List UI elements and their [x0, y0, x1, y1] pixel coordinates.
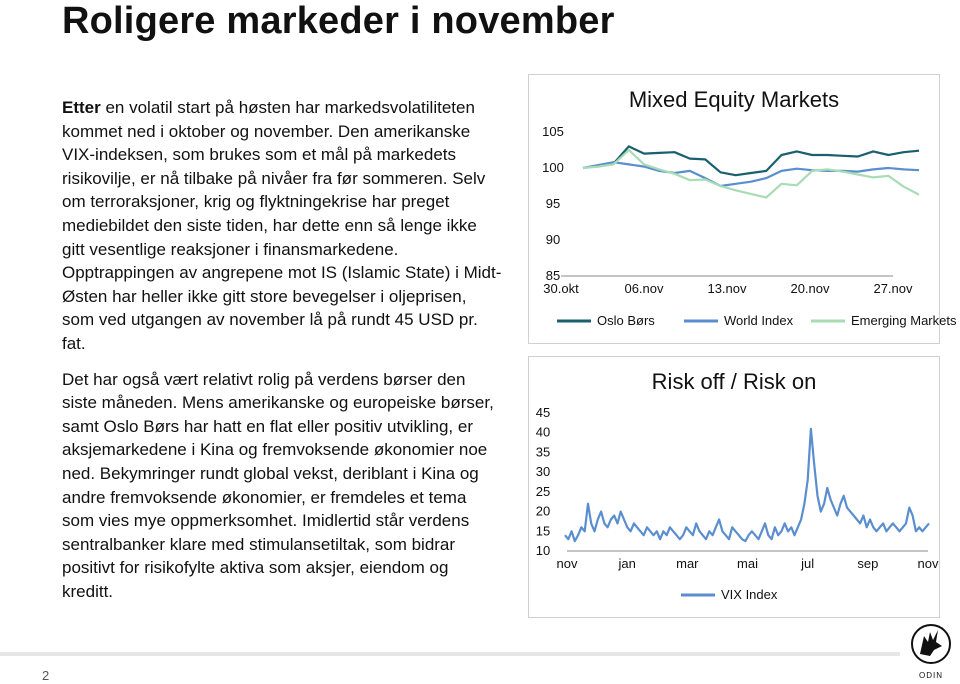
y-tick-label: 15 [535, 523, 551, 539]
x-tick-label: nov [917, 556, 939, 571]
y-tick-label: 105 [542, 124, 564, 139]
page-number: 2 [42, 668, 50, 683]
x-tick-label: mai [737, 556, 758, 571]
paragraph-2: Det har også vært relativt rolig på verdens børser den siste måneden. Mens amerikanske og europeiske børser, samt Oslo Børs har hatt en flat eller positiv utvikling, er aksjemarkedene i Kina og fremvoksende økonomier noe ned. Bekymringer rundt global vekst, deriblant i Kina og andre fremvoksende økonomier, er fremdeles et tema som vies mye oppmerksomhet. Imidlertid står verdens sentralbanker klare med stimulansetiltak, som bidrar positivt for risikofylte aktiva som aksjer, eiendom og kreditt. [62, 369, 494, 601]
paragraph-1-lead: Etter [62, 98, 101, 117]
y-tick-label: 45 [535, 405, 551, 420]
footer-band [0, 652, 900, 656]
legend-label: VIX Index [721, 587, 778, 602]
legend-label: World Index [724, 313, 794, 328]
x-tick-label: jul [801, 556, 815, 571]
slide-title: Roligere markeder i november [62, 0, 615, 42]
legend-label: Emerging Markets [851, 313, 957, 328]
mixed-equity-chart-title: Mixed Equity Markets [628, 87, 840, 112]
y-tick-label: 10 [535, 543, 551, 558]
y-tick-label: 25 [535, 483, 551, 499]
x-tick-label: sep [857, 556, 879, 571]
x-tick-label: 30.okt [543, 281, 579, 296]
odin-logo-text: ODIN [919, 671, 943, 680]
body-text [62, 96, 502, 615]
x-tick-label: 20.nov [790, 281, 830, 296]
x-tick-label: 06.nov [624, 281, 664, 296]
paragraph-1 [62, 96, 502, 356]
legend-label: Oslo Børs [597, 313, 655, 328]
y-tick-label: 40 [535, 424, 551, 440]
x-tick-label: 13.nov [707, 281, 747, 296]
x-tick-label: mar [676, 556, 699, 571]
y-tick-label: 20 [535, 503, 551, 519]
y-tick-label: 85 [545, 268, 561, 283]
y-tick-label: 35 [535, 444, 551, 460]
y-tick-label: 30 [535, 464, 551, 480]
odin-logo [906, 620, 956, 682]
paragraph-1-text: en volatil start på høsten har markedsvolatiliteten kommet ned i oktober og november. Den amerikanske VIX-indeksen, som brukes som et mål på markedets risikovilje, er nå tilbake på nivåer fra før sommeren. Selv om terroraksjoner, krig og flyktningekrise har preget mediebildet den siste tiden, har dette enn så lenge ikke gitt vesentlige reaksjoner i finansmarkedene. Opptrappingen av angrepene mot IS (Islamic State) i Midt-Østen har heller ikke gitt store bevegelser i oljeprisen, som ved utgangen av november lå på rundt 45 USD pr. fat. [62, 98, 502, 353]
y-tick-label: 100 [542, 160, 564, 175]
x-tick-label: jan [618, 556, 636, 571]
x-tick-label: nov [556, 556, 578, 571]
risk-on-off-chart-title: Risk off / Risk on [651, 369, 817, 394]
risk-on-off-chart [528, 356, 940, 618]
mixed-equity-chart [528, 74, 957, 344]
mixed-equity-chart-svg [529, 75, 957, 343]
risk-on-off-chart-svg [529, 357, 939, 617]
x-tick-label: 27.nov [873, 281, 913, 296]
series-line-vix-index [565, 429, 929, 541]
y-tick-label: 95 [545, 196, 561, 211]
y-tick-label: 90 [545, 232, 561, 247]
